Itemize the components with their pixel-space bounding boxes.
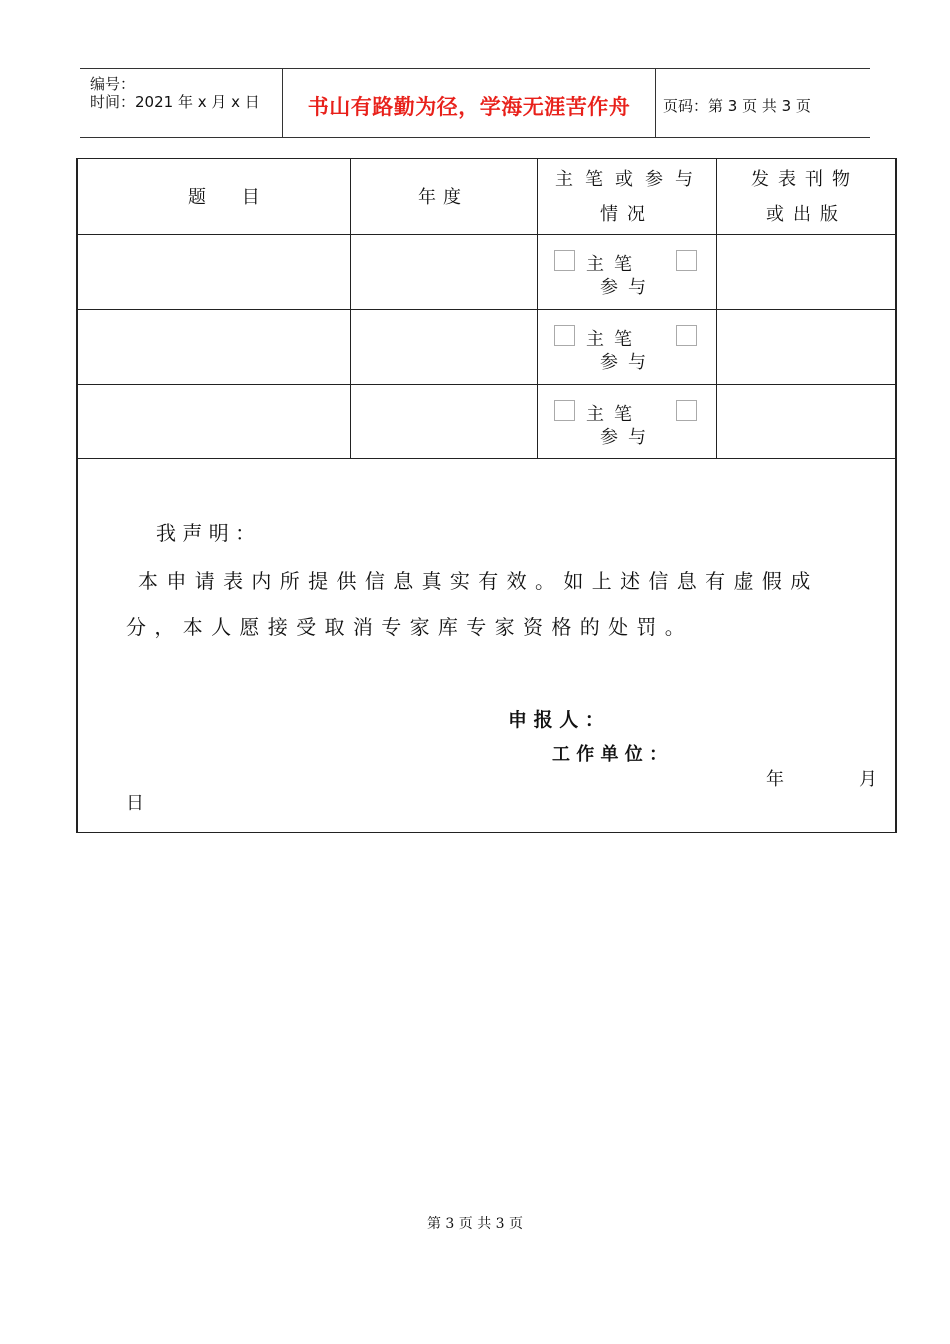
declaration-line-2: 分 ， 本 人 愿 接 受 取 消 专 家 库 专 家 资 格 的 处 罚 。	[126, 615, 686, 639]
column-header-role-line2: 情况	[600, 204, 654, 225]
column-header-role-line1: 主笔或参与	[555, 169, 705, 190]
header-page-cell	[655, 69, 870, 137]
date-day-label: 日	[126, 793, 144, 814]
main-author-label: 主笔	[586, 254, 642, 275]
header-meta-cell	[80, 69, 282, 137]
header-motto-cell	[282, 69, 656, 137]
number-label: 编号：	[90, 75, 136, 93]
publication-table	[77, 158, 896, 833]
applicant-label: 申 报 人 ：	[508, 709, 604, 731]
column-header-publication-line2: 或出版	[766, 204, 847, 225]
motto-text: 书山有路勤为径，学海无涯苦作舟	[307, 95, 631, 119]
participant-label: 参与	[600, 352, 656, 373]
participant-checkbox[interactable]	[676, 325, 697, 346]
column-divider	[537, 159, 538, 458]
main-author-label: 主笔	[586, 329, 642, 350]
participant-label: 参与	[600, 277, 656, 298]
column-divider	[716, 159, 717, 458]
row-divider	[78, 234, 895, 235]
date-year-label: 年	[766, 769, 784, 790]
participant-checkbox[interactable]	[676, 400, 697, 421]
participant-checkbox[interactable]	[676, 250, 697, 271]
column-header-title: 题 目	[188, 187, 260, 208]
participant-label: 参与	[600, 427, 656, 448]
date-month-label: 月	[859, 769, 877, 790]
page-code: 页码：第 3 页 共 3 页	[663, 97, 811, 115]
row-divider	[78, 309, 895, 310]
work-unit-label: 工 作 单 位 ：	[552, 744, 668, 765]
declaration-line-1: 本 申 请 表 内 所 提 供 信 息 真 实 有 效 。 如 上 述 信 息 有 虚 假 成	[138, 569, 812, 593]
time-label: 时间：2021 年 x 月 x 日	[90, 93, 260, 111]
page-footer: 第 3 页 共 3 页	[426, 1216, 524, 1232]
row-divider	[78, 458, 895, 459]
main-author-checkbox[interactable]	[554, 250, 575, 271]
column-header-year: 年度	[418, 187, 468, 208]
column-divider	[350, 159, 351, 458]
main-author-label: 主笔	[586, 404, 642, 425]
page-header	[80, 68, 870, 138]
main-author-checkbox[interactable]	[554, 325, 575, 346]
declaration-heading: 我 声 明 ：	[156, 521, 256, 545]
main-author-checkbox[interactable]	[554, 400, 575, 421]
column-header-publication-line1: 发表刊物	[751, 169, 859, 190]
row-divider	[78, 384, 895, 385]
